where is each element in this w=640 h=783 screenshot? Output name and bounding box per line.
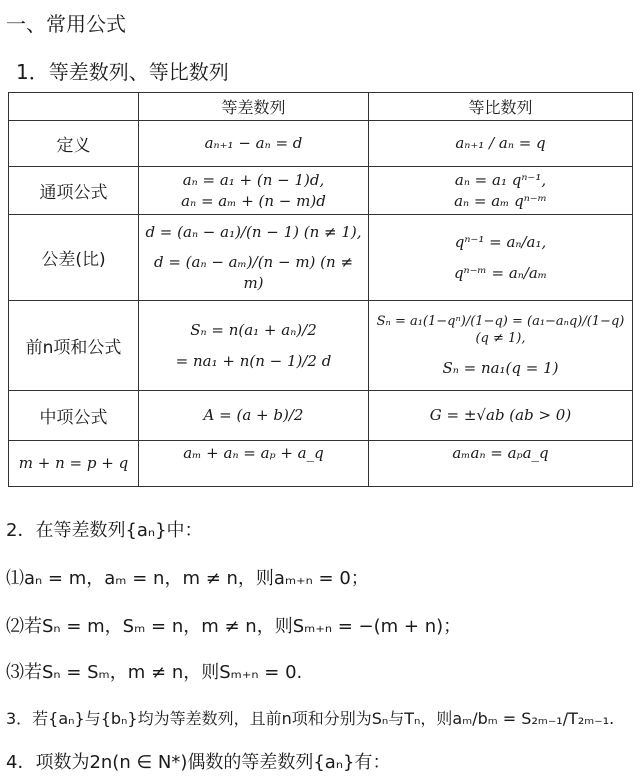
table-row [9, 301, 633, 391]
text-line: 4．项数为2n(n ∈ N*)偶数的等差数列{aₙ}有： [6, 752, 391, 773]
table-row [9, 441, 633, 487]
subsection-title: 1．等差数列、等比数列 [16, 60, 229, 84]
row-label: m + n = p + q [9, 441, 139, 487]
arith-formula: d = (aₙ − a₁)/(n − 1) (n ≠ 1), d = (aₙ − aₘ)/(n − m) (n ≠ m) [139, 215, 369, 301]
table-header-row [9, 93, 633, 121]
text-line: 3．若{aₙ}与{bₙ}均为等差数列，且前n项和分别为Sₙ与Tₙ，则aₘ/bₘ = S₂ₘ₋₁/T₂ₘ₋₁. [6, 709, 615, 728]
table-header-arith: 等差数列 [139, 93, 369, 121]
row-label: 定义 [9, 121, 139, 167]
table-header-empty [9, 93, 139, 121]
arith-formula: aₘ + aₙ = aₚ + a_q [139, 441, 369, 487]
geo-formula: aₙ₊₁ / aₙ = q [369, 121, 633, 167]
table-row [9, 215, 633, 301]
arith-formula: A = (a + b)/2 [139, 391, 369, 441]
text-line: 2．在等差数列{aₙ}中： [6, 520, 203, 541]
arith-formula: aₙ₊₁ − aₙ = d [139, 121, 369, 167]
arith-formula: Sₙ = n(a₁ + aₙ)/2 = na₁ + n(n − 1)/2 d [139, 301, 369, 391]
formula-table [8, 92, 633, 487]
row-label: 通项公式 [9, 167, 139, 215]
arith-formula: aₙ = a₁ + (n − 1)d, aₙ = aₘ + (n − m)d [139, 167, 369, 215]
text-line: ⑶若Sₙ = Sₘ，m ≠ n，则Sₘ₊ₙ = 0. [6, 662, 303, 683]
row-label: 中项公式 [9, 391, 139, 441]
geo-formula: aₙ = a₁ qⁿ⁻¹, aₙ = aₘ qⁿ⁻ᵐ [369, 167, 633, 215]
geo-formula: G = ±√ab (ab > 0) [369, 391, 633, 441]
table-row [9, 167, 633, 215]
table-header-geo: 等比数列 [369, 93, 633, 121]
table-row [9, 391, 633, 441]
geo-formula: qⁿ⁻¹ = aₙ/a₁, qⁿ⁻ᵐ = aₙ/aₘ [369, 215, 633, 301]
section-title: 一、常用公式 [6, 12, 126, 36]
geo-formula: Sₙ = a₁(1−qⁿ)/(1−q) = (a₁−aₙq)/(1−q) (q ≠ 1), Sₙ = na₁(q = 1) [369, 301, 633, 391]
geo-formula: aₘaₙ = aₚa_q [369, 441, 633, 487]
text-line: ⑴aₙ = m，aₘ = n，m ≠ n，则aₘ₊ₙ = 0； [6, 568, 369, 589]
row-label: 公差(比) [9, 215, 139, 301]
text-line: ⑵若Sₙ = m，Sₘ = n，m ≠ n，则Sₘ₊ₙ = −(m + n)； [6, 616, 462, 637]
row-label: 前n项和公式 [9, 301, 139, 391]
table-row [9, 121, 633, 167]
